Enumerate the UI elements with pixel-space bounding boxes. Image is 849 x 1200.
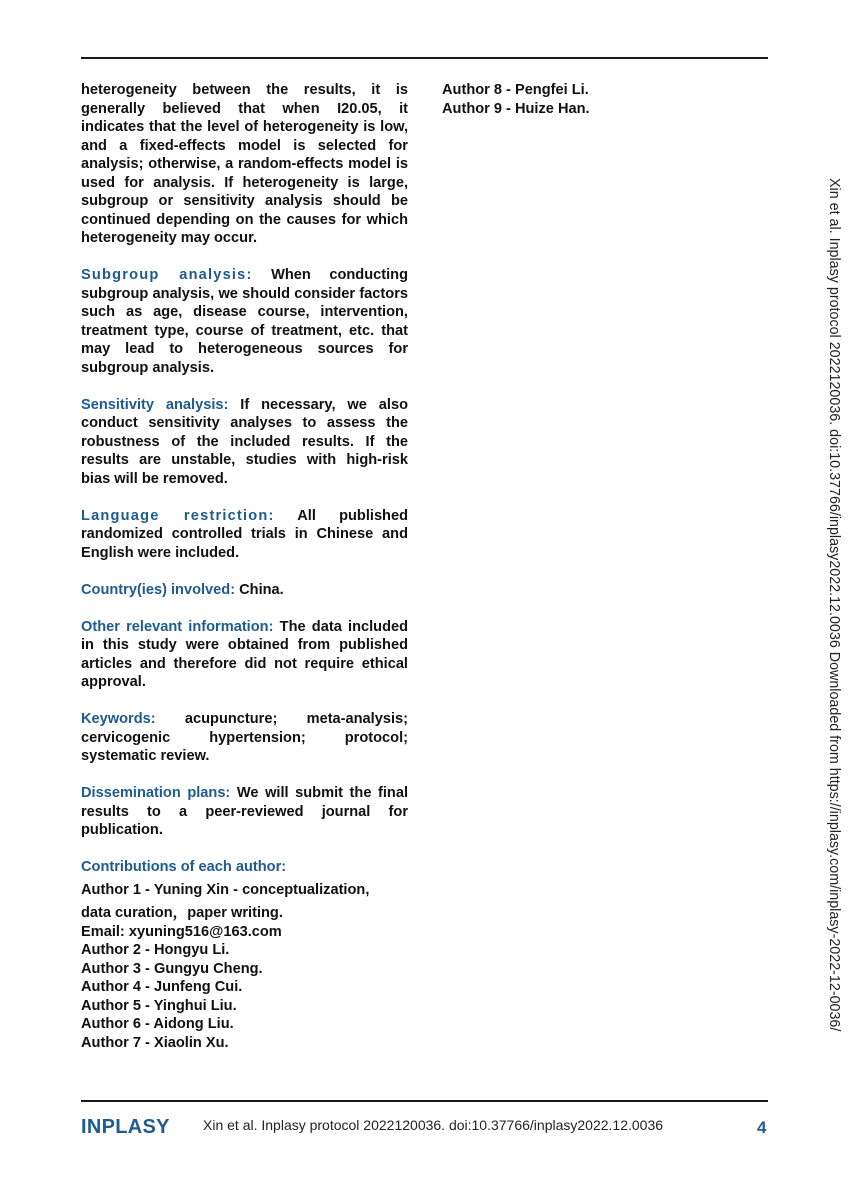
author-email: Email: xyuning516@163.com	[81, 923, 282, 940]
author-line: Author 9 - Huize Han.	[442, 100, 590, 117]
section-heading: Sensitivity analysis:	[81, 396, 229, 413]
section-contributions	[81, 858, 408, 1052]
top-rule	[81, 57, 768, 59]
side-download-note[interactable]: Xin et al. Inplasy protocol 2022120036. doi:10.37766/inplasy2022.12.0036 Downloaded from https://inplasy.com/inplasy-2022-12-0036/	[826, 178, 842, 1032]
section-sensitivity-analysis	[81, 396, 408, 489]
section-text: The data included in this study were obtained from published articles and therefore did not require ethical approval.	[81, 618, 409, 690]
right-column	[442, 81, 769, 118]
author-line: Author 2 - Hongyu Li.	[81, 942, 230, 958]
section-subgroup-analysis	[81, 266, 408, 377]
section-keywords	[81, 710, 408, 766]
footer-citation: Xin et al. Inplasy protocol 2022120036. doi:10.37766/inplasy2022.12.0036	[203, 1117, 664, 1133]
page-number: 4	[757, 1118, 767, 1137]
section-heading: Other relevant information:	[81, 618, 274, 635]
section-text: China.	[239, 581, 284, 598]
journal-brand: INPLASY	[81, 1116, 170, 1138]
section-heading: Contributions of each author:	[81, 859, 287, 875]
author-line: Author 6 - Aidong Liu.	[81, 1016, 234, 1032]
author-line: Author 7 - Xiaolin Xu.	[81, 1034, 229, 1051]
author-line: Author 3 - Gungyu Cheng.	[81, 960, 263, 977]
section-other-information	[81, 618, 408, 692]
section-heading: Language restriction:	[81, 507, 275, 524]
section-heading: Keywords:	[81, 711, 156, 727]
author-1-line-2: data curation，paper writing.	[81, 905, 283, 921]
section-countries-involved	[81, 581, 408, 600]
bottom-rule	[81, 1100, 768, 1102]
section-heading: Subgroup analysis:	[81, 267, 253, 283]
section-text: We will submit the final results to a peer-reviewed journal for publication.	[81, 785, 409, 838]
author-line: Author 8 - Pengfei Li.	[442, 82, 589, 98]
section-heading: Dissemination plans:	[81, 785, 231, 801]
paragraph-heterogeneity: heterogeneity between the results, it is generally believed that when I20.05, it indicates that the level of heterogeneity is low, and a fixed-effects model is selected for analysis; otherwise, a random-effects model is used for analysis. If heterogeneity is large, subgroup or sensitivity analysis should be continued depending on the causes for which heterogeneity may occur.	[81, 82, 408, 246]
author-line: Author 4 - Junfeng Cui.	[81, 979, 243, 995]
left-column	[81, 81, 408, 1052]
section-language-restriction	[81, 507, 408, 563]
section-text: acupuncture; meta-analysis; cervicogenic hypertension; protocol; systematic review.	[81, 711, 408, 764]
author-1-line-1: Author 1 - Yuning Xin - conceptualization,	[81, 881, 370, 898]
section-dissemination-plans	[81, 784, 408, 840]
section-text: When conducting subgroup analysis, we should consider factors such as age, disease course, intervention, treatment type, course of treatment, etc. that may lead to heterogeneous sources for subgroup analysis.	[81, 267, 408, 376]
author-line: Author 5 - Yinghui Liu.	[81, 997, 237, 1014]
section-heading: Country(ies) involved:	[81, 581, 236, 598]
section-text: All published randomized controlled trials in Chinese and English were included.	[81, 507, 409, 561]
section-text: If necessary, we also conduct sensitivity analyses to assess the robustness of the included results. If the results are unstable, studies with high-risk bias will be removed.	[81, 396, 408, 487]
